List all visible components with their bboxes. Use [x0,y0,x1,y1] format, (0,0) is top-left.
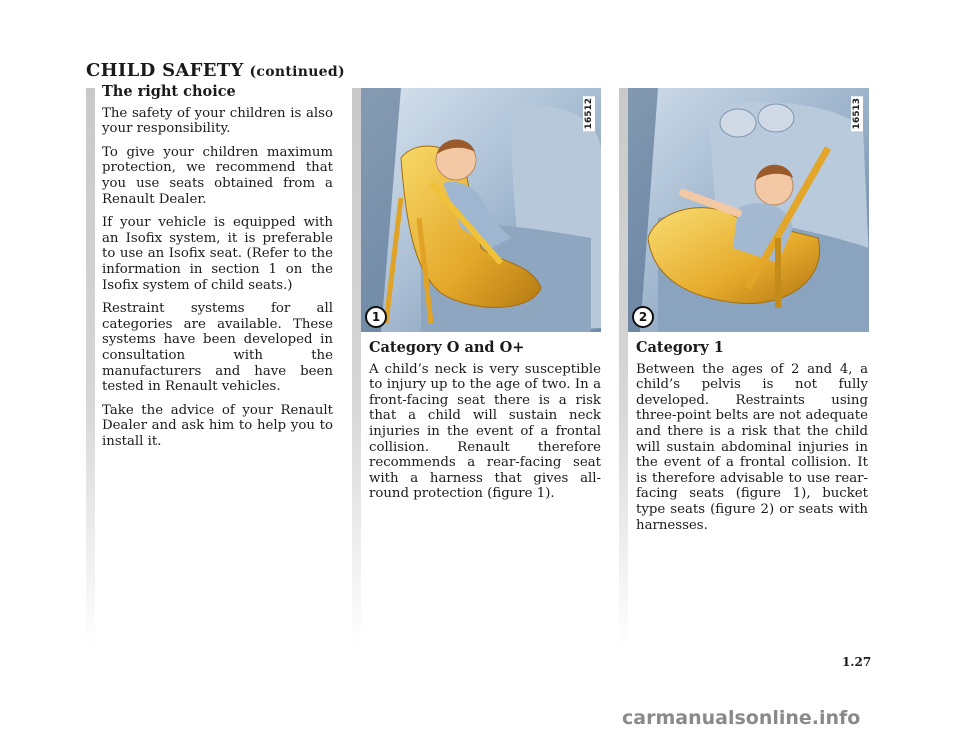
column-gutter-middle [352,88,361,648]
figure-number-badge: 2 [632,306,654,328]
section-heading-category-0: Category O and O+ [369,339,525,356]
figure-1-rear-facing-seat [361,88,601,332]
paragraph: To give your children maximum protection, we recommend that you use seats obtained from a Renault Dealer. [102,144,333,207]
bucket-seat-illustration [628,88,869,332]
section-heading-category-1: Category 1 [636,339,724,356]
column-gutter-right [619,88,628,648]
page-title-subtitle: (continued) [249,64,345,80]
paragraph: Take the advice of your Renault Dealer and ask him to help you to install it. [102,402,333,449]
paragraph: If your vehicle is equipped with an Isofix system, it is preferable to use an Isofix seat. (Refer to the information in section 1 on the Isofix system of child seats.) [102,215,333,293]
page-title-main: CHILD SAFETY [86,60,244,81]
paragraph: A child’s neck is very susceptible to injury up to the age of two. In a front-facing seat there is a risk that a child will sustain neck injuries in the event of a frontal collision. Renault therefore recommends a rear-facing seat with a harness that gives all-round protection (figure 1). [369,361,601,502]
figure-code: 16513 [852,98,862,130]
paragraph: The safety of your children is also your responsibility. [102,105,333,137]
rear-facing-seat-illustration [361,88,601,332]
paragraph: Restraint systems for all categories are available. These systems have been developed in consultation with the manufacturers and have been tested in Renault vehicles. [102,301,333,395]
paragraph: Between the ages of 2 and 4, a child’s pelvis is not fully developed. Restraints using three-point belts are not adequate and there is a risk that the child will sustain abdominal injuries in the event of a frontal collision. It is therefore advisable to use rear-facing seats (figure 1), bucket type seats (figure 2) or seats with harnesses. [636,361,868,533]
figure-code: 16512 [584,98,594,130]
figure-number-badge: 1 [365,306,387,328]
page-title [86,60,345,81]
section-heading-right-choice: The right choice [102,83,236,100]
column-right-choice [102,84,333,457]
column-category-0 [369,340,601,510]
column-gutter-left [86,88,95,648]
figure-2-bucket-seat [628,88,869,332]
watermark-link[interactable]: carmanualsonline.info [622,707,861,729]
page-number: 1.27 [842,655,872,669]
column-category-1 [636,340,868,541]
